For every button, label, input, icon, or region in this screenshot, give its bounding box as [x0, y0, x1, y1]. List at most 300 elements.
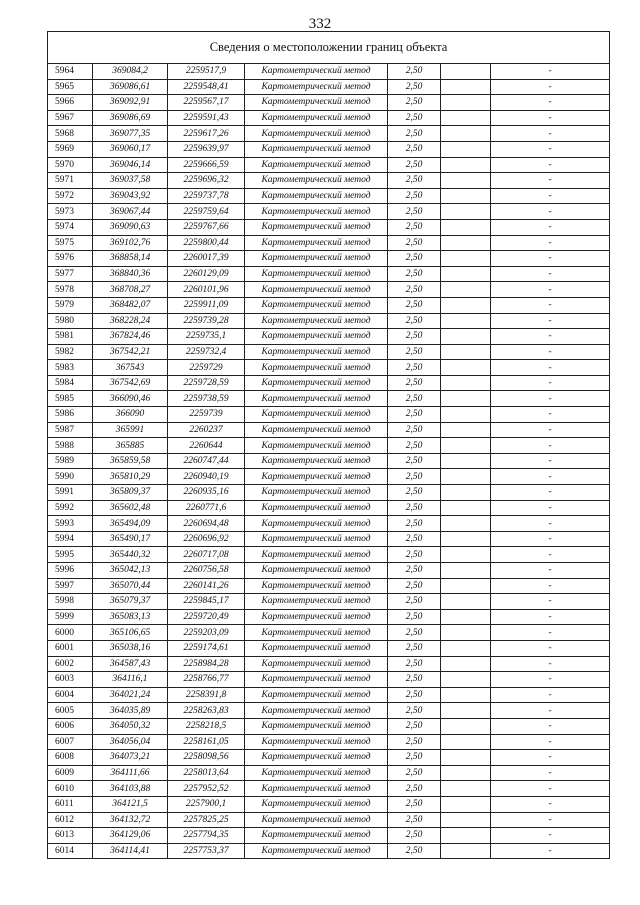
method-cell: Картометрический метод	[245, 251, 388, 267]
y-coordinate-cell: 2259720,49	[168, 609, 245, 625]
note-cell: -	[491, 188, 610, 204]
note-cell: -	[491, 594, 610, 610]
y-coordinate-cell: 2260017,39	[168, 251, 245, 267]
note-cell: -	[491, 703, 610, 719]
method-cell: Картометрический метод	[245, 687, 388, 703]
x-coordinate-cell: 366090	[93, 407, 168, 423]
empty-cell	[441, 531, 491, 547]
empty-cell	[441, 625, 491, 641]
table-row	[48, 173, 610, 189]
empty-cell	[441, 79, 491, 95]
y-coordinate-cell: 2259732,4	[168, 344, 245, 360]
empty-cell	[441, 251, 491, 267]
method-cell: Картометрический метод	[245, 173, 388, 189]
x-coordinate-cell: 369086,61	[93, 79, 168, 95]
empty-cell	[441, 219, 491, 235]
method-cell: Картометрический метод	[245, 422, 388, 438]
x-coordinate-cell: 369037,58	[93, 173, 168, 189]
empty-cell	[441, 329, 491, 345]
accuracy-cell: 2,50	[388, 640, 441, 656]
y-coordinate-cell: 2260696,92	[168, 531, 245, 547]
table-row	[48, 188, 610, 204]
accuracy-cell: 2,50	[388, 266, 441, 282]
point-number-cell: 5990	[48, 469, 93, 485]
x-coordinate-cell: 365038,16	[93, 640, 168, 656]
method-cell: Картометрический метод	[245, 219, 388, 235]
table-title: Сведения о местоположении границ объекта	[48, 32, 610, 64]
x-coordinate-cell: 364129,06	[93, 828, 168, 844]
x-coordinate-cell: 369077,35	[93, 126, 168, 142]
note-cell: -	[491, 531, 610, 547]
accuracy-cell: 2,50	[388, 500, 441, 516]
y-coordinate-cell: 2258263,83	[168, 703, 245, 719]
method-cell: Картометрический метод	[245, 765, 388, 781]
note-cell: -	[491, 329, 610, 345]
point-number-cell: 5997	[48, 578, 93, 594]
table-row	[48, 422, 610, 438]
y-coordinate-cell: 2260644	[168, 438, 245, 454]
point-number-cell: 5975	[48, 235, 93, 251]
x-coordinate-cell: 369092,91	[93, 95, 168, 111]
accuracy-cell: 2,50	[388, 391, 441, 407]
y-coordinate-cell: 2258013,64	[168, 765, 245, 781]
point-number-cell: 5965	[48, 79, 93, 95]
y-coordinate-cell: 2259666,59	[168, 157, 245, 173]
point-number-cell: 5993	[48, 516, 93, 532]
point-number-cell: 5989	[48, 453, 93, 469]
accuracy-cell: 2,50	[388, 251, 441, 267]
y-coordinate-cell: 2257900,1	[168, 796, 245, 812]
accuracy-cell: 2,50	[388, 781, 441, 797]
page-number: 332	[308, 16, 332, 32]
table-row	[48, 453, 610, 469]
y-coordinate-cell: 2259738,59	[168, 391, 245, 407]
method-cell: Картометрический метод	[245, 375, 388, 391]
empty-cell	[441, 703, 491, 719]
note-cell: -	[491, 422, 610, 438]
method-cell: Картометрический метод	[245, 734, 388, 750]
accuracy-cell: 2,50	[388, 734, 441, 750]
empty-cell	[441, 266, 491, 282]
accuracy-cell: 2,50	[388, 843, 441, 859]
x-coordinate-cell: 364073,21	[93, 750, 168, 766]
y-coordinate-cell: 2259639,97	[168, 141, 245, 157]
point-number-cell: 5973	[48, 204, 93, 220]
method-cell: Картометрический метод	[245, 750, 388, 766]
method-cell: Картометрический метод	[245, 438, 388, 454]
table-row	[48, 516, 610, 532]
point-number-cell: 5982	[48, 344, 93, 360]
point-number-cell: 5980	[48, 313, 93, 329]
empty-cell	[441, 157, 491, 173]
note-cell: -	[491, 687, 610, 703]
method-cell: Картометрический метод	[245, 266, 388, 282]
empty-cell	[441, 812, 491, 828]
x-coordinate-cell: 369067,44	[93, 204, 168, 220]
note-cell: -	[491, 204, 610, 220]
x-coordinate-cell: 369086,69	[93, 110, 168, 126]
method-cell: Картометрический метод	[245, 157, 388, 173]
note-cell: -	[491, 843, 610, 859]
method-cell: Картометрический метод	[245, 313, 388, 329]
method-cell: Картометрический метод	[245, 718, 388, 734]
y-coordinate-cell: 2260129,09	[168, 266, 245, 282]
accuracy-cell: 2,50	[388, 438, 441, 454]
method-cell: Картометрический метод	[245, 64, 388, 80]
point-number-cell: 5966	[48, 95, 93, 111]
point-number-cell: 5969	[48, 141, 93, 157]
empty-cell	[441, 500, 491, 516]
table-row	[48, 718, 610, 734]
method-cell: Картометрический метод	[245, 578, 388, 594]
empty-cell	[441, 407, 491, 423]
y-coordinate-cell: 2260141,26	[168, 578, 245, 594]
y-coordinate-cell: 2259737,78	[168, 188, 245, 204]
empty-cell	[441, 235, 491, 251]
y-coordinate-cell: 2259174,61	[168, 640, 245, 656]
accuracy-cell: 2,50	[388, 703, 441, 719]
point-number-cell: 6003	[48, 672, 93, 688]
empty-cell	[441, 126, 491, 142]
note-cell: -	[491, 313, 610, 329]
table-row	[48, 812, 610, 828]
note-cell: -	[491, 672, 610, 688]
x-coordinate-cell: 364103,88	[93, 781, 168, 797]
point-number-cell: 6007	[48, 734, 93, 750]
point-number-cell: 5968	[48, 126, 93, 142]
empty-cell	[441, 796, 491, 812]
x-coordinate-cell: 364121,5	[93, 796, 168, 812]
table-row	[48, 781, 610, 797]
accuracy-cell: 2,50	[388, 656, 441, 672]
accuracy-cell: 2,50	[388, 188, 441, 204]
method-cell: Картометрический метод	[245, 594, 388, 610]
note-cell: -	[491, 781, 610, 797]
y-coordinate-cell: 2258766,77	[168, 672, 245, 688]
empty-cell	[441, 141, 491, 157]
y-coordinate-cell: 2257952,52	[168, 781, 245, 797]
table-row	[48, 126, 610, 142]
y-coordinate-cell: 2257753,37	[168, 843, 245, 859]
accuracy-cell: 2,50	[388, 765, 441, 781]
note-cell: -	[491, 828, 610, 844]
table-row	[48, 110, 610, 126]
empty-cell	[441, 563, 491, 579]
accuracy-cell: 2,50	[388, 282, 441, 298]
method-cell: Картометрический метод	[245, 609, 388, 625]
method-cell: Картометрический метод	[245, 843, 388, 859]
table-row	[48, 578, 610, 594]
note-cell: -	[491, 500, 610, 516]
y-coordinate-cell: 2260237	[168, 422, 245, 438]
y-coordinate-cell: 2260101,96	[168, 282, 245, 298]
note-cell: -	[491, 469, 610, 485]
table-row	[48, 703, 610, 719]
method-cell: Картометрический метод	[245, 110, 388, 126]
table-row	[48, 219, 610, 235]
point-number-cell: 5988	[48, 438, 93, 454]
point-number-cell: 5998	[48, 594, 93, 610]
note-cell: -	[491, 750, 610, 766]
accuracy-cell: 2,50	[388, 204, 441, 220]
point-number-cell: 5979	[48, 297, 93, 313]
y-coordinate-cell: 2258391,8	[168, 687, 245, 703]
x-coordinate-cell: 369060,17	[93, 141, 168, 157]
note-cell: -	[491, 235, 610, 251]
point-number-cell: 5991	[48, 485, 93, 501]
table-row	[48, 531, 610, 547]
empty-cell	[441, 656, 491, 672]
table-row	[48, 843, 610, 859]
x-coordinate-cell: 368858,14	[93, 251, 168, 267]
x-coordinate-cell: 364132,72	[93, 812, 168, 828]
y-coordinate-cell: 2259739	[168, 407, 245, 423]
table-row	[48, 297, 610, 313]
y-coordinate-cell: 2259739,28	[168, 313, 245, 329]
table-row	[48, 594, 610, 610]
accuracy-cell: 2,50	[388, 687, 441, 703]
x-coordinate-cell: 365810,29	[93, 469, 168, 485]
empty-cell	[441, 781, 491, 797]
method-cell: Картометрический метод	[245, 453, 388, 469]
y-coordinate-cell: 2260935,16	[168, 485, 245, 501]
y-coordinate-cell: 2260717,08	[168, 547, 245, 563]
empty-cell	[441, 750, 491, 766]
y-coordinate-cell: 2259696,32	[168, 173, 245, 189]
empty-cell	[441, 765, 491, 781]
note-cell: -	[491, 157, 610, 173]
accuracy-cell: 2,50	[388, 235, 441, 251]
accuracy-cell: 2,50	[388, 157, 441, 173]
x-coordinate-cell: 368708,27	[93, 282, 168, 298]
table-row	[48, 360, 610, 376]
empty-cell	[441, 469, 491, 485]
table-row	[48, 282, 610, 298]
note-cell: -	[491, 79, 610, 95]
empty-cell	[441, 282, 491, 298]
y-coordinate-cell: 2259591,43	[168, 110, 245, 126]
note-cell: -	[491, 640, 610, 656]
accuracy-cell: 2,50	[388, 531, 441, 547]
note-cell: -	[491, 485, 610, 501]
note-cell: -	[491, 360, 610, 376]
method-cell: Картометрический метод	[245, 360, 388, 376]
accuracy-cell: 2,50	[388, 828, 441, 844]
y-coordinate-cell: 2259800,44	[168, 235, 245, 251]
note-cell: -	[491, 173, 610, 189]
table-row	[48, 563, 610, 579]
table-row	[48, 547, 610, 563]
method-cell: Картометрический метод	[245, 485, 388, 501]
note-cell: -	[491, 95, 610, 111]
y-coordinate-cell: 2259759,64	[168, 204, 245, 220]
empty-cell	[441, 344, 491, 360]
point-number-cell: 5985	[48, 391, 93, 407]
y-coordinate-cell: 2260771,6	[168, 500, 245, 516]
method-cell: Картометрический метод	[245, 188, 388, 204]
accuracy-cell: 2,50	[388, 718, 441, 734]
x-coordinate-cell: 364021,24	[93, 687, 168, 703]
x-coordinate-cell: 364114,41	[93, 843, 168, 859]
note-cell: -	[491, 407, 610, 423]
method-cell: Картометрический метод	[245, 79, 388, 95]
table-body	[48, 64, 610, 859]
accuracy-cell: 2,50	[388, 344, 441, 360]
accuracy-cell: 2,50	[388, 110, 441, 126]
empty-cell	[441, 375, 491, 391]
empty-cell	[441, 360, 491, 376]
table-row	[48, 95, 610, 111]
method-cell: Картометрический метод	[245, 547, 388, 563]
accuracy-cell: 2,50	[388, 594, 441, 610]
empty-cell	[441, 313, 491, 329]
table-row	[48, 79, 610, 95]
x-coordinate-cell: 365106,65	[93, 625, 168, 641]
accuracy-cell: 2,50	[388, 141, 441, 157]
point-number-cell: 6000	[48, 625, 93, 641]
point-number-cell: 5971	[48, 173, 93, 189]
empty-cell	[441, 485, 491, 501]
x-coordinate-cell: 365991	[93, 422, 168, 438]
boundary-coordinates-table	[47, 31, 610, 859]
method-cell: Картометрический метод	[245, 828, 388, 844]
empty-cell	[441, 640, 491, 656]
method-cell: Картометрический метод	[245, 407, 388, 423]
method-cell: Картометрический метод	[245, 141, 388, 157]
empty-cell	[441, 188, 491, 204]
note-cell: -	[491, 812, 610, 828]
table-row	[48, 469, 610, 485]
note-cell: -	[491, 251, 610, 267]
accuracy-cell: 2,50	[388, 578, 441, 594]
note-cell: -	[491, 297, 610, 313]
table-row	[48, 734, 610, 750]
accuracy-cell: 2,50	[388, 313, 441, 329]
accuracy-cell: 2,50	[388, 173, 441, 189]
point-number-cell: 5995	[48, 547, 93, 563]
point-number-cell: 5992	[48, 500, 93, 516]
method-cell: Картометрический метод	[245, 656, 388, 672]
table-row	[48, 329, 610, 345]
table-row	[48, 375, 610, 391]
x-coordinate-cell: 365079,37	[93, 594, 168, 610]
note-cell: -	[491, 438, 610, 454]
accuracy-cell: 2,50	[388, 609, 441, 625]
accuracy-cell: 2,50	[388, 219, 441, 235]
x-coordinate-cell: 369084,2	[93, 64, 168, 80]
table-row	[48, 828, 610, 844]
note-cell: -	[491, 110, 610, 126]
table-row	[48, 251, 610, 267]
method-cell: Картометрический метод	[245, 95, 388, 111]
empty-cell	[441, 594, 491, 610]
point-number-cell: 5984	[48, 375, 93, 391]
method-cell: Картометрический метод	[245, 516, 388, 532]
accuracy-cell: 2,50	[388, 563, 441, 579]
point-number-cell: 5986	[48, 407, 93, 423]
table-row	[48, 391, 610, 407]
point-number-cell: 5970	[48, 157, 93, 173]
method-cell: Картометрический метод	[245, 297, 388, 313]
accuracy-cell: 2,50	[388, 407, 441, 423]
point-number-cell: 6006	[48, 718, 93, 734]
table-row	[48, 500, 610, 516]
point-number-cell: 6001	[48, 640, 93, 656]
empty-cell	[441, 516, 491, 532]
method-cell: Картометрический метод	[245, 500, 388, 516]
method-cell: Картометрический метод	[245, 563, 388, 579]
point-number-cell: 5994	[48, 531, 93, 547]
point-number-cell: 5967	[48, 110, 93, 126]
y-coordinate-cell: 2259517,9	[168, 64, 245, 80]
point-number-cell: 6014	[48, 843, 93, 859]
accuracy-cell: 2,50	[388, 64, 441, 80]
method-cell: Картометрический метод	[245, 812, 388, 828]
note-cell: -	[491, 563, 610, 579]
empty-cell	[441, 453, 491, 469]
method-cell: Картометрический метод	[245, 344, 388, 360]
point-number-cell: 6013	[48, 828, 93, 844]
empty-cell	[441, 173, 491, 189]
point-number-cell: 5983	[48, 360, 93, 376]
y-coordinate-cell: 2259548,41	[168, 79, 245, 95]
method-cell: Картометрический метод	[245, 282, 388, 298]
y-coordinate-cell: 2259567,17	[168, 95, 245, 111]
note-cell: -	[491, 219, 610, 235]
note-cell: -	[491, 796, 610, 812]
x-coordinate-cell: 364587,43	[93, 656, 168, 672]
accuracy-cell: 2,50	[388, 297, 441, 313]
y-coordinate-cell: 2259911,09	[168, 297, 245, 313]
y-coordinate-cell: 2257794,35	[168, 828, 245, 844]
point-number-cell: 5977	[48, 266, 93, 282]
note-cell: -	[491, 718, 610, 734]
point-number-cell: 6012	[48, 812, 93, 828]
note-cell: -	[491, 282, 610, 298]
x-coordinate-cell: 365490,17	[93, 531, 168, 547]
note-cell: -	[491, 266, 610, 282]
table-row	[48, 750, 610, 766]
method-cell: Картометрический метод	[245, 796, 388, 812]
x-coordinate-cell: 365042,13	[93, 563, 168, 579]
x-coordinate-cell: 364116,1	[93, 672, 168, 688]
accuracy-cell: 2,50	[388, 796, 441, 812]
point-number-cell: 5978	[48, 282, 93, 298]
point-number-cell: 6011	[48, 796, 93, 812]
table-row	[48, 157, 610, 173]
accuracy-cell: 2,50	[388, 469, 441, 485]
table-row	[48, 640, 610, 656]
table-row	[48, 204, 610, 220]
empty-cell	[441, 734, 491, 750]
method-cell: Картометрический метод	[245, 469, 388, 485]
note-cell: -	[491, 734, 610, 750]
note-cell: -	[491, 609, 610, 625]
note-cell: -	[491, 64, 610, 80]
point-number-cell: 5976	[48, 251, 93, 267]
accuracy-cell: 2,50	[388, 422, 441, 438]
table-row	[48, 609, 610, 625]
table-row	[48, 625, 610, 641]
y-coordinate-cell: 2258098,56	[168, 750, 245, 766]
accuracy-cell: 2,50	[388, 375, 441, 391]
empty-cell	[441, 609, 491, 625]
point-number-cell: 6010	[48, 781, 93, 797]
table-row	[48, 672, 610, 688]
table-row	[48, 796, 610, 812]
accuracy-cell: 2,50	[388, 95, 441, 111]
x-coordinate-cell: 369090,63	[93, 219, 168, 235]
